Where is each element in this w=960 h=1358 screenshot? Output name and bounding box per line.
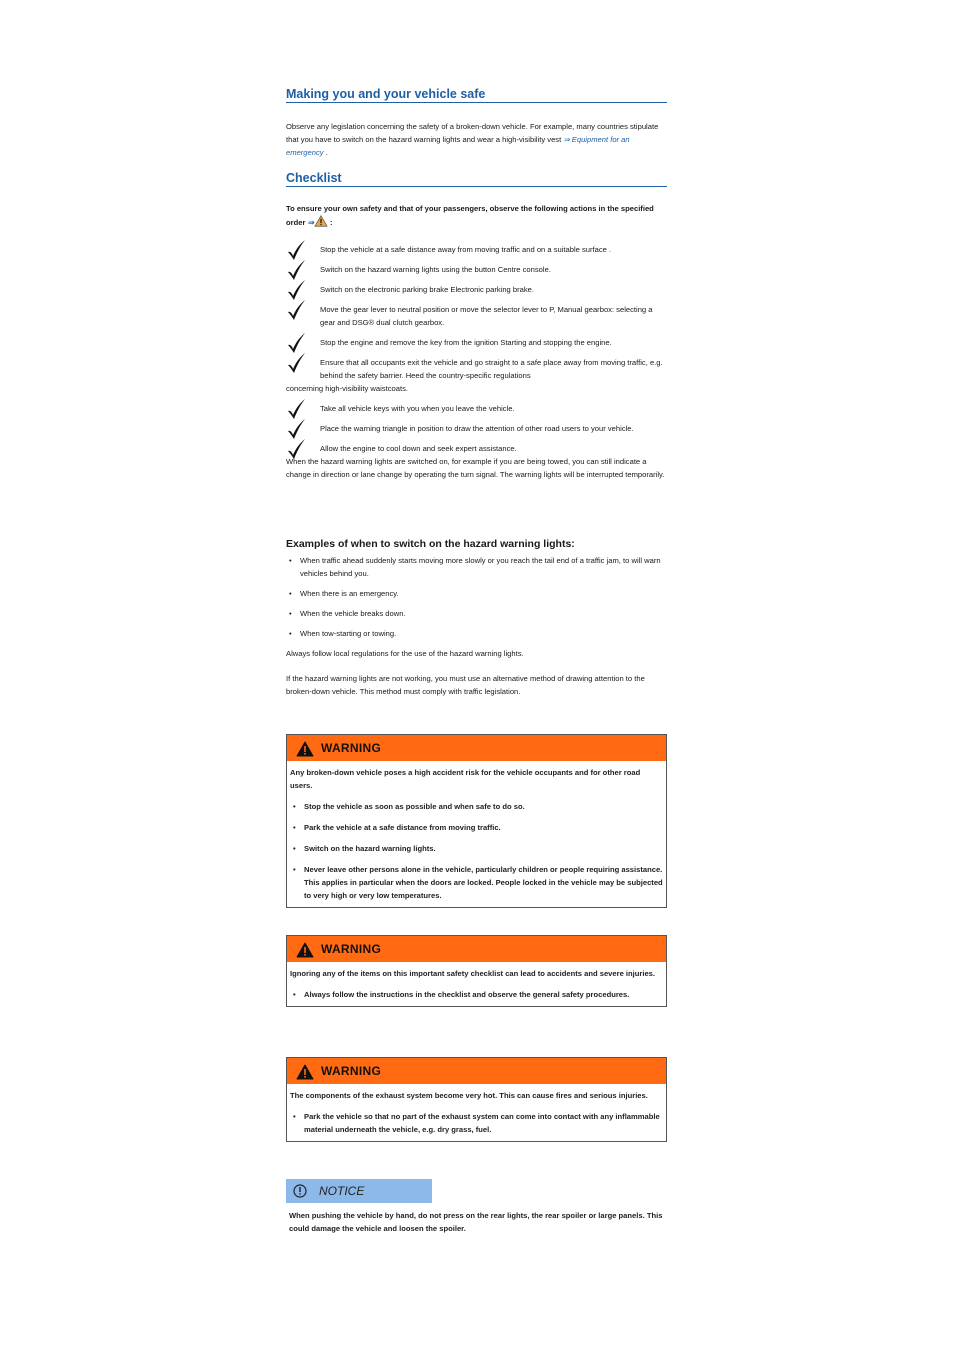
warning-header (287, 936, 666, 962)
warning-text: Any broken-down vehicle poses a high accident risk for the vehicle occupants and for other road users. (290, 768, 641, 790)
examples-after-2: If the hazard warning lights are not working, you must use an alternative method of drawing attention to the broken-down vehicle. This method must comply with traffic legislation. (286, 674, 645, 696)
warning-triangle-icon (314, 215, 328, 227)
checklist-item: Take all vehicle keys with you when you leave the vehicle. (286, 402, 667, 415)
warning-triangle-icon (296, 942, 314, 958)
warning-body (287, 1084, 666, 1141)
warning-triangle-icon (296, 741, 314, 757)
exclamation-circle-icon (293, 1184, 307, 1198)
checkmark-icon (286, 279, 306, 301)
warning-text: Ignoring any of the items on this important safety checklist can lead to accidents and severe injuries. (290, 969, 656, 978)
checkmark-icon (286, 438, 306, 460)
warning-list (290, 988, 663, 1001)
warning-label: WARNING (321, 741, 382, 755)
notice-text: When pushing the vehicle by hand, do not press on the rear lights, the rear spoiler or large panels. This could damage the vehicle and loosen the spoiler. (289, 1211, 663, 1233)
notice-header (286, 1179, 432, 1203)
checklist-item: Allow the engine to cool down and seek expert assistance. (286, 442, 667, 455)
section-vehicle-safe (286, 87, 667, 159)
checkmark-icon (286, 332, 306, 354)
warning-box (286, 935, 667, 1007)
list-item: • When there is an emergency. (286, 587, 667, 600)
warning-link[interactable]: ⇒ (307, 218, 314, 227)
warning-header (287, 1058, 666, 1084)
checklist-item: Place the warning triangle in position to draw the attention of other road users to your vehicle. (286, 422, 667, 435)
checkmark-icon (286, 398, 306, 420)
list-item: • Park the vehicle at a safe distance from moving traffic. (290, 821, 663, 834)
list-item: • Park the vehicle so that no part of the exhaust system can come into contact with any inflammable material underneath the vehicle, e.g. dry grass, fuel. (290, 1110, 663, 1136)
warning-box (286, 1057, 667, 1142)
list-item: • When traffic ahead suddenly starts moving more slowly or you reach the tail end of a traffic jam, to will warn vehicles behind you. (286, 554, 667, 580)
checklist-item: Move the gear lever to neutral position or move the selector lever to P, Manual gearbox: selecting a gear and DSG® dual clutch gearbox. (286, 303, 667, 329)
checkmark-icon (286, 259, 306, 281)
warning-text: The components of the exhaust system become very hot. This can cause fires and serious injuries. (290, 1091, 648, 1100)
notice-label: NOTICE (319, 1184, 365, 1198)
warning-label: WARNING (321, 1064, 382, 1078)
list-item: • Never leave other persons alone in the vehicle, particularly children or people requiring assistance. This applies in particular when the doors are locked. People locked in the vehicle may be subjected to very high or very low temperatures. (290, 863, 663, 902)
examples-title: Examples of when to switch on the hazard warning lights: (286, 538, 575, 550)
warning-body (287, 962, 666, 1006)
list-item: • When tow-starting or towing. (286, 627, 667, 640)
checkmark-icon (286, 239, 306, 261)
examples-after-1: Always follow local regulations for the use of the hazard warning lights. (286, 649, 524, 658)
checklist-items (286, 243, 667, 455)
warning-label: WARNING (321, 942, 382, 956)
examples-list (286, 554, 667, 640)
checklist-intro: To ensure your own safety and that of your passengers, observe the following actions in the specified order ⇒ : (286, 204, 654, 227)
warning-header (287, 735, 666, 761)
list-item: • When the vehicle breaks down. (286, 607, 667, 620)
equipment-emergency-link[interactable]: ⇒ Equipment for an emergency (286, 135, 630, 157)
warning-triangle-icon (296, 1064, 314, 1080)
checklist-item: Switch on the hazard warning lights using the button Centre console. (286, 263, 667, 276)
checklist-after: When the hazard warning lights are switched on, for example if you are being towed, you can still indicate a change in direction or lane change by operating the turn signal. The warning lights will be interrupted temporarily. (286, 457, 665, 479)
section-paragraph: Observe any legislation concerning the safety of a broken-down vehicle. For example, many countries stipulate that you have to switch on the hazard warning lights and wear a high-visibility vest ⇒ Equipment for an emergency . (286, 122, 659, 157)
warning-list (290, 1110, 663, 1136)
list-item: • Stop the vehicle as soon as possible and when safe to do so. (290, 800, 663, 813)
checkmark-icon (286, 352, 306, 374)
warning-list (290, 800, 663, 902)
checklist-item: Stop the engine and remove the key from the ignition Starting and stopping the engine. (286, 336, 667, 349)
list-item: • Always follow the instructions in the checklist and observe the general safety procedures. (290, 988, 663, 1001)
section-checklist (286, 171, 667, 481)
checklist-title: Checklist (286, 171, 667, 187)
section-examples (286, 538, 667, 698)
section-title: Making you and your vehicle safe (286, 87, 667, 103)
checklist-item: Stop the vehicle at a safe distance away from moving traffic and on a suitable surface . (286, 243, 667, 256)
warning-body (287, 761, 666, 907)
checkmark-icon (286, 299, 306, 321)
list-item: • Switch on the hazard warning lights. (290, 842, 663, 855)
checklist-item: Ensure that all occupants exit the vehicle and go straight to a safe place away from moving traffic, e.g. behind the safety barrier. Heed the country-specific regulations concerning high-visibility waistcoats. (286, 356, 667, 395)
checklist-item: Switch on the electronic parking brake Electronic parking brake. (286, 283, 667, 296)
checkmark-icon (286, 418, 306, 440)
warning-box (286, 734, 667, 908)
